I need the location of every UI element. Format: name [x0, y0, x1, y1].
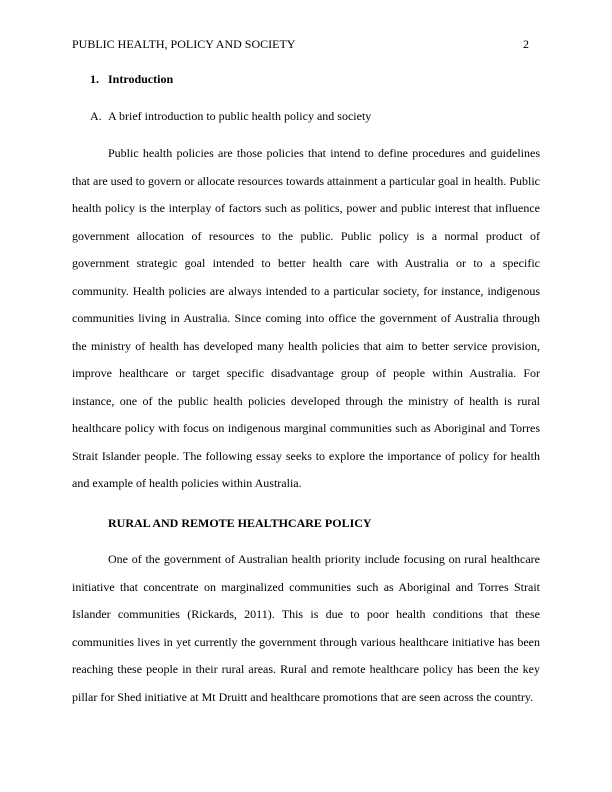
subsection-title: A brief introduction to public health policy and society	[108, 109, 372, 123]
section-heading-introduction	[90, 71, 173, 87]
section-number: 1.	[90, 72, 99, 86]
running-head-title: PUBLIC HEALTH, POLICY AND SOCIETY	[72, 37, 296, 51]
running-head	[72, 36, 540, 52]
page-number: 2	[523, 37, 529, 51]
section-title: Introduction	[108, 72, 174, 86]
intro-paragraph: Public health policies are those policies that intend to define procedures and guidelines that are used to govern or allocate resources towards attainment a particular goal in health. Public health policy is the interplay of factors such as politics, power and public interest that influence government allocation of resources to the public. Public policy is a normal product of government strategic goal intended to better health care with Australia or to a specific community. Health policies are always intended to a particular society, for instance, indigenous communities living in Australia. Since coming into office the government of Australia through the ministry of health has developed many health policies that aim to better service provision, improve healthcare or target specific disadvantage group of people within Australia. For instance, one of the public health policies developed through the ministry of health is rural healthcare policy with focus on indigenous marginal communities such as Aboriginal and Torres Strait Islander people. The following essay seeks to explore the importance of policy for health and example of health policies within Australia.	[72, 146, 540, 490]
section-heading-rural-policy: RURAL AND REMOTE HEALTHCARE POLICY	[108, 516, 372, 530]
rural-policy-paragraph: One of the government of Australian health priority include focusing on rural healthcare initiative that concentrate on marginalized communities such as Aboriginal and Torres Strait Islander communities (Rickards, 2011). This is due to poor health conditions that these communities lives in yet currently the government through various healthcare initiative has been reaching these people in their rural areas. Rural and remote healthcare policy has been the key pillar for Shed initiative at Mt Druitt and healthcare promotions that are seen across the country.	[72, 552, 540, 704]
subsection-letter: A.	[90, 109, 102, 123]
subsection-heading	[90, 108, 371, 124]
